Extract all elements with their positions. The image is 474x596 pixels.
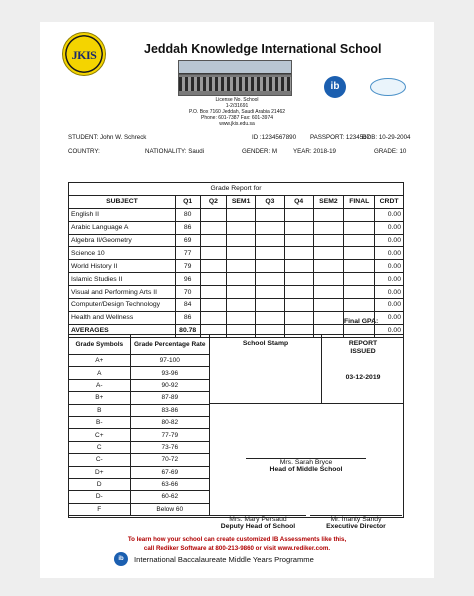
grade-symbol: D- bbox=[69, 491, 131, 503]
credit-cell: 0.00 bbox=[375, 234, 404, 247]
col-header: CRDT bbox=[375, 195, 404, 208]
subject-cell: Computer/Design Technology bbox=[69, 299, 176, 312]
q1-cell: 69 bbox=[175, 234, 200, 247]
credit-cell: 0.00 bbox=[375, 247, 404, 260]
report-issued-box bbox=[321, 334, 404, 404]
credit-cell: 0.00 bbox=[375, 286, 404, 299]
col-header: Q2 bbox=[200, 195, 227, 208]
col-header: Grade Symbols bbox=[69, 335, 131, 355]
grade-symbol: F bbox=[69, 503, 131, 515]
table-row bbox=[69, 355, 210, 367]
footer-text: International Baccalaureate Middle Years Programme bbox=[134, 555, 314, 564]
table-row bbox=[69, 503, 210, 515]
report-title: Grade Report for bbox=[69, 183, 404, 196]
table-row bbox=[69, 221, 404, 234]
subject-cell: Science 10 bbox=[69, 247, 176, 260]
subject-cell: Islamic Studies II bbox=[69, 273, 176, 286]
grade-symbol: C- bbox=[69, 454, 131, 466]
credit-cell: 0.00 bbox=[375, 260, 404, 273]
grade-symbol: B bbox=[69, 404, 131, 416]
report-issued-label-1: REPORT bbox=[348, 340, 378, 347]
student-country: COUNTRY: bbox=[68, 148, 100, 155]
school-address bbox=[40, 97, 434, 127]
table-row bbox=[69, 392, 210, 404]
address-line: P.O. Box 7160 Jeddah, Saudi Arabia 21462 bbox=[188, 109, 286, 115]
q1-cell: 96 bbox=[175, 273, 200, 286]
subject-cell: Arabic Language A bbox=[69, 221, 176, 234]
promo-line-2: call Rediker Software at 800-213-9860 or visit www.rediker.com. bbox=[143, 545, 331, 552]
subject-cell: Algebra II/Geometry bbox=[69, 234, 176, 247]
credit-cell: 0.00 bbox=[375, 208, 404, 221]
grade-symbol: B- bbox=[69, 416, 131, 428]
col-header: Grade Percentage Rate bbox=[130, 335, 209, 355]
school-logo-text: JKIS bbox=[71, 48, 97, 62]
col-header: FINAL bbox=[344, 195, 375, 208]
col-header: Q1 bbox=[175, 195, 200, 208]
school-stamp-box bbox=[209, 334, 321, 404]
deputy-title: Deputy Head of School bbox=[220, 523, 296, 530]
table-row bbox=[69, 466, 210, 478]
q1-cell: 86 bbox=[175, 221, 200, 234]
grade-range: 63-66 bbox=[130, 478, 209, 490]
table-row bbox=[69, 441, 210, 453]
grade-symbol: D bbox=[69, 478, 131, 490]
issued-date: 03-12-2019 bbox=[345, 374, 381, 381]
school-name: Jeddah Knowledge International School bbox=[144, 42, 382, 56]
student-passport: PASSPORT: 1234567 bbox=[310, 134, 370, 141]
q1-cell: 70 bbox=[175, 286, 200, 299]
table-row bbox=[69, 208, 404, 221]
final-gpa-label: Final GPA: bbox=[344, 318, 379, 325]
credit-cell: 0.00 bbox=[375, 299, 404, 312]
grade-range: 90-92 bbox=[130, 379, 209, 391]
grade-report-table bbox=[68, 182, 404, 338]
student-name: STUDENT: John W. Schreck bbox=[68, 134, 147, 141]
q1-cell: 86 bbox=[175, 311, 200, 324]
grade-range: 83-86 bbox=[130, 404, 209, 416]
q1-cell: 77 bbox=[175, 247, 200, 260]
q1-cell: 79 bbox=[175, 260, 200, 273]
col-header: Q4 bbox=[284, 195, 313, 208]
ib-logo-icon: ib bbox=[324, 76, 346, 98]
head-signature-block bbox=[246, 458, 366, 473]
report-issued-label-2: ISSUED bbox=[350, 348, 376, 355]
q1-cell: 80 bbox=[175, 208, 200, 221]
table-row bbox=[69, 416, 210, 428]
averages-q1: 80.78 bbox=[175, 324, 200, 337]
table-header-row bbox=[69, 195, 404, 208]
col-header: SUBJECT bbox=[69, 195, 176, 208]
address-line: 1-2/31691 bbox=[225, 103, 249, 109]
student-dob: DOB: 10-29-2004 bbox=[362, 134, 411, 141]
grade-symbol: A bbox=[69, 367, 131, 379]
ib-footer-icon: ib bbox=[114, 552, 128, 566]
subject-cell: World History II bbox=[69, 260, 176, 273]
grade-symbols-table bbox=[68, 334, 210, 516]
address-line: License No. School bbox=[215, 97, 259, 103]
table-row bbox=[69, 247, 404, 260]
grade-range: 80-82 bbox=[130, 416, 209, 428]
promo-text bbox=[40, 519, 434, 553]
report-title-row bbox=[69, 183, 404, 196]
head-name: Mrs. Sarah Bryce bbox=[246, 458, 366, 466]
student-nationality: NATIONALITY: Saudi bbox=[145, 148, 205, 155]
table-row bbox=[69, 273, 404, 286]
grade-range: 77-79 bbox=[130, 429, 209, 441]
accreditation-logo-icon bbox=[370, 78, 406, 96]
address-line: Phone: 601-7387 Fax: 601-3974 bbox=[201, 115, 273, 121]
subject-cell: Health and Wellness bbox=[69, 311, 176, 324]
grade-range: 93-96 bbox=[130, 367, 209, 379]
grade-range: 60-62 bbox=[130, 491, 209, 503]
averages-label: AVERAGES bbox=[69, 324, 176, 337]
student-grade: GRADE: 10 bbox=[374, 148, 407, 155]
credit-cell: 0.00 bbox=[375, 311, 404, 324]
report-card-page bbox=[40, 22, 434, 578]
q1-cell: 84 bbox=[175, 299, 200, 312]
col-header: Q3 bbox=[255, 195, 284, 208]
head-title: Head of Middle School bbox=[269, 466, 343, 473]
grade-range: 73-76 bbox=[130, 441, 209, 453]
address-line: www.jkis.edu.sa bbox=[219, 121, 255, 127]
grade-range: Below 60 bbox=[130, 503, 209, 515]
averages-credit: 0.00 bbox=[375, 324, 404, 337]
subject-cell: Visual and Performing Arts II bbox=[69, 286, 176, 299]
table-row bbox=[69, 234, 404, 247]
table-row bbox=[69, 491, 210, 503]
table-row bbox=[69, 299, 404, 312]
grade-symbol: A+ bbox=[69, 355, 131, 367]
table-row bbox=[69, 367, 210, 379]
grade-symbol: B+ bbox=[69, 392, 131, 404]
grade-symbol: A- bbox=[69, 379, 131, 391]
symbols-header-row bbox=[69, 335, 210, 355]
grade-symbol: C+ bbox=[69, 429, 131, 441]
school-building-image bbox=[178, 60, 292, 96]
grade-range: 87-89 bbox=[130, 392, 209, 404]
executive-name: Mr. Inanty Sandy bbox=[310, 515, 402, 523]
col-header: SEM2 bbox=[313, 195, 344, 208]
credit-cell: 0.00 bbox=[375, 221, 404, 234]
grade-range: 70-72 bbox=[130, 454, 209, 466]
school-logo bbox=[62, 32, 106, 76]
executive-title: Executive Director bbox=[326, 523, 386, 530]
table-row bbox=[69, 404, 210, 416]
grade-symbol: C bbox=[69, 441, 131, 453]
table-row bbox=[69, 286, 404, 299]
grade-range: 97-100 bbox=[130, 355, 209, 367]
promo-line-1: To learn how your school can create customized IB Assessments like this, bbox=[127, 536, 347, 543]
student-gender: GENDER: M bbox=[242, 148, 278, 155]
col-header: SEM1 bbox=[227, 195, 256, 208]
table-row bbox=[69, 429, 210, 441]
deputy-name: Mrs. Mary Persaud bbox=[210, 515, 306, 523]
subject-cell: English II bbox=[69, 208, 176, 221]
table-row bbox=[69, 260, 404, 273]
grade-symbol: D+ bbox=[69, 466, 131, 478]
table-row bbox=[69, 478, 210, 490]
table-row bbox=[69, 454, 210, 466]
student-year: YEAR: 2018-19 bbox=[293, 148, 336, 155]
grade-range: 67-69 bbox=[130, 466, 209, 478]
table-row bbox=[69, 379, 210, 391]
school-stamp-label: School Stamp bbox=[242, 340, 289, 347]
credit-cell: 0.00 bbox=[375, 273, 404, 286]
student-id: ID :1234567890 bbox=[252, 134, 297, 141]
